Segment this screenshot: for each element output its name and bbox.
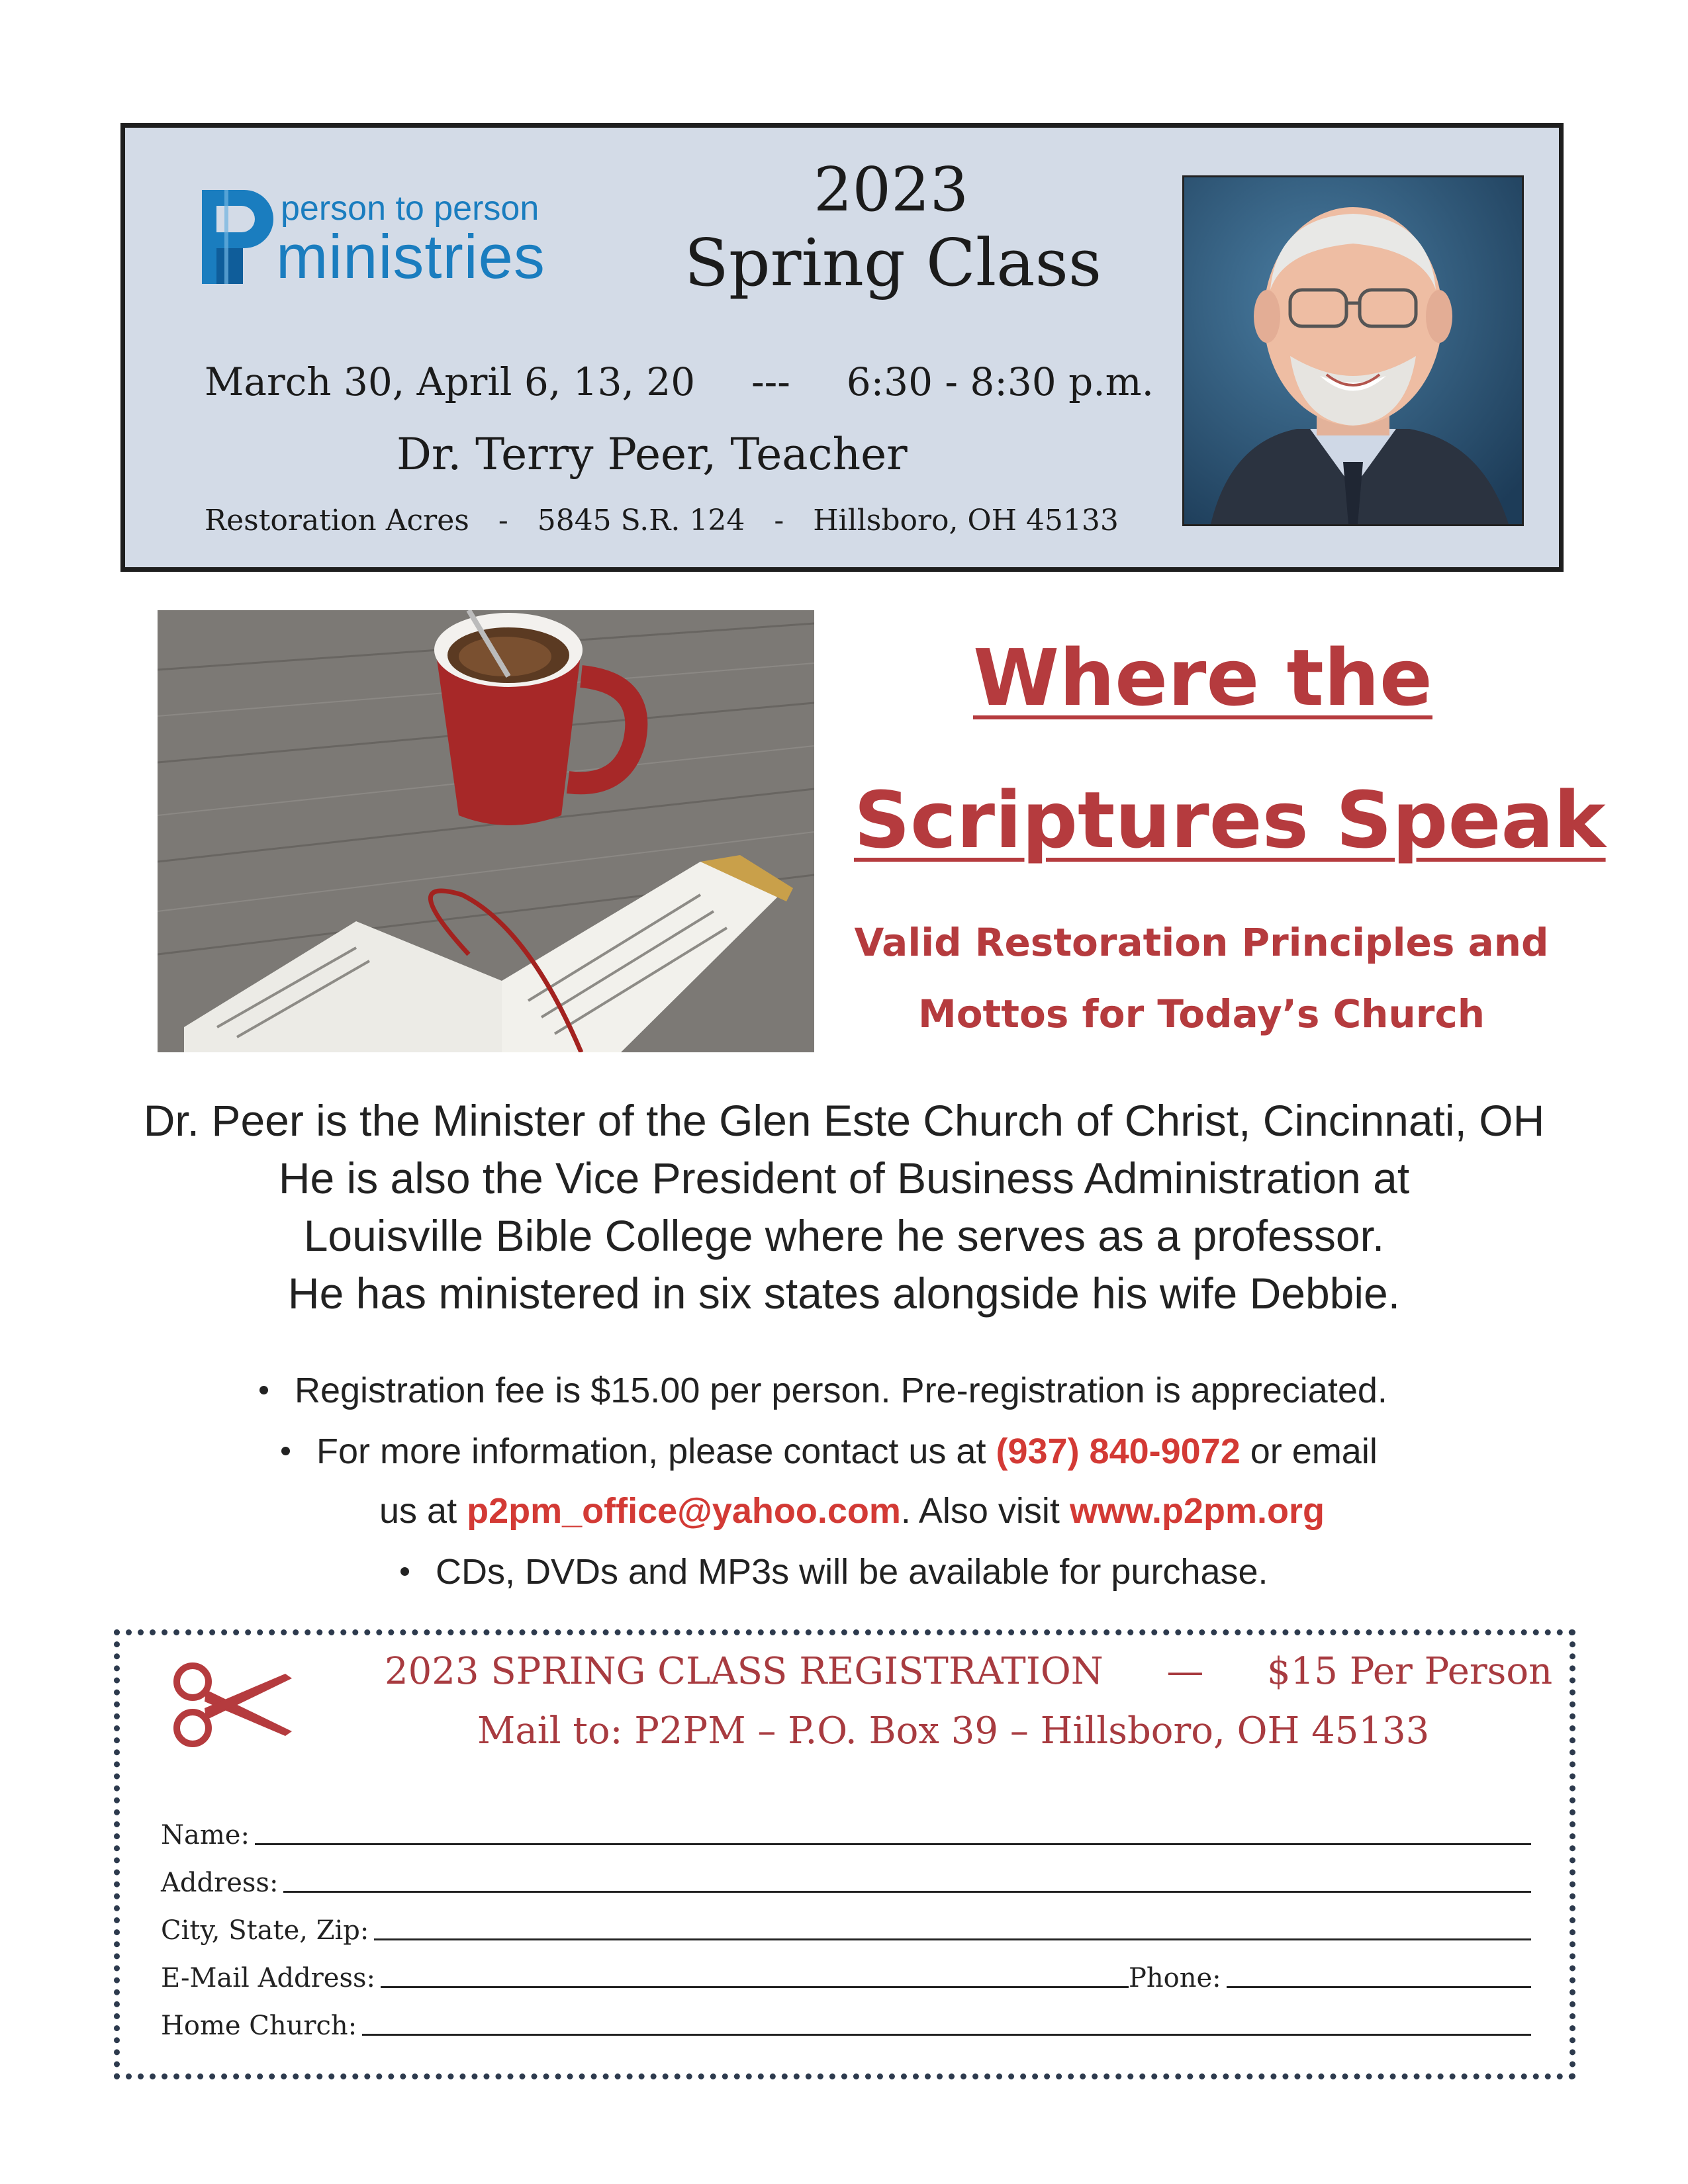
location-venue: Restoration Acres <box>205 504 469 537</box>
bullet-fee <box>259 1370 1387 1411</box>
teacher-bio <box>119 1092 1569 1322</box>
bullet-dot-icon <box>400 1567 409 1576</box>
phone-line[interactable] <box>1227 1985 1531 1988</box>
church-label: Home Church: <box>161 2011 357 2041</box>
home-church-field[interactable] <box>161 1995 1531 2041</box>
teacher-name: Dr. Terry Peer, Teacher <box>397 429 908 480</box>
logo-wordmark: ministries <box>276 222 545 291</box>
contact-text-email: or email <box>1240 1432 1378 1471</box>
scissors-icon <box>166 1662 299 1748</box>
bullet-media <box>400 1551 1268 1592</box>
logo-tagline: person to person <box>281 189 539 228</box>
bio-line: He is also the Vice President of Business Administration at <box>278 1154 1410 1203</box>
subtitle <box>821 907 1582 1050</box>
p-logo-icon <box>198 187 277 287</box>
email-phone-row <box>161 1947 1531 1993</box>
subtitle-line-2: Mottos for Today’s Church <box>917 991 1485 1036</box>
address-field[interactable] <box>161 1852 1531 1898</box>
class-time: 6:30 - 8:30 p.m. <box>846 359 1154 404</box>
bio-line: He has ministered in six states alongside his wife Debbie. <box>287 1269 1401 1318</box>
schedule-separator: --- <box>751 359 790 404</box>
title-line-2: Scriptures Speak <box>854 774 1606 866</box>
form-dash: — <box>1166 1650 1204 1693</box>
class-dates: March 30, April 6, 13, 20 <box>205 359 696 404</box>
city-state-zip-field[interactable] <box>161 1899 1531 1946</box>
phone-label: Phone: <box>1128 1963 1221 1993</box>
email-label: E-Mail Address: <box>161 1963 375 1993</box>
bullet-contact <box>281 1431 1378 1472</box>
class-title: Spring Class <box>684 226 1102 301</box>
contact-line-2 <box>379 1490 1325 1531</box>
city-line[interactable] <box>374 1938 1531 1940</box>
coffee-and-bible-photo <box>158 610 814 1052</box>
website-link[interactable]: www.p2pm.org <box>1069 1491 1325 1531</box>
registration-form <box>114 1629 1575 2079</box>
class-year: 2023 <box>814 154 969 225</box>
bio-line: Dr. Peer is the Minister of the Glen Este Church of Christ, Cincinnati, OH <box>143 1096 1545 1145</box>
church-line[interactable] <box>362 2033 1531 2036</box>
subtitle-line-1: Valid Restoration Principles and <box>854 920 1549 965</box>
location-address: 5845 S.R. 124 <box>537 504 745 537</box>
class-schedule <box>205 359 1154 404</box>
bullet-dot-icon <box>259 1386 268 1394</box>
form-price: $15 Per Person <box>1267 1650 1553 1693</box>
form-heading <box>385 1650 1553 1693</box>
bullet-dot-icon <box>281 1447 290 1455</box>
teacher-portrait <box>1182 175 1524 526</box>
name-line[interactable] <box>255 1843 1531 1845</box>
mail-to-address: Mail to: P2PM – P.O. Box 39 – Hillsboro, OH 45133 <box>477 1709 1430 1752</box>
title-line-1: Where the <box>973 632 1432 723</box>
name-field[interactable] <box>161 1804 1531 1850</box>
address-line[interactable] <box>283 1890 1531 1893</box>
form-title: 2023 SPRING CLASS REGISTRATION <box>385 1650 1103 1693</box>
email-line[interactable] <box>381 1985 1129 1988</box>
fee-text: Registration fee is $15.00 per person. Pre-registration is appreciated. <box>295 1371 1387 1410</box>
email-link[interactable]: p2pm_office@yahoo.com <box>467 1491 901 1531</box>
name-label: Name: <box>161 1820 250 1850</box>
bio-line: Louisville Bible College where he serves as a professor. <box>303 1211 1385 1260</box>
class-location: Restoration Acres - 5845 S.R. 124 - Hillsboro, OH 45133 <box>205 504 1119 537</box>
media-text: CDs, DVDs and MP3s will be available for purchase. <box>436 1552 1268 1592</box>
address-label: Address: <box>161 1868 279 1898</box>
contact-text: For more information, please contact us at <box>316 1432 996 1471</box>
city-label: City, State, Zip: <box>161 1915 369 1946</box>
contact-us-text: us at <box>379 1491 467 1531</box>
visit-text: . Also visit <box>900 1491 1070 1531</box>
phone-link[interactable]: (937) 840-9072 <box>996 1432 1241 1471</box>
location-city: Hillsboro, OH 45133 <box>813 504 1119 537</box>
ministry-logo <box>198 187 569 291</box>
header-banner <box>120 123 1564 572</box>
